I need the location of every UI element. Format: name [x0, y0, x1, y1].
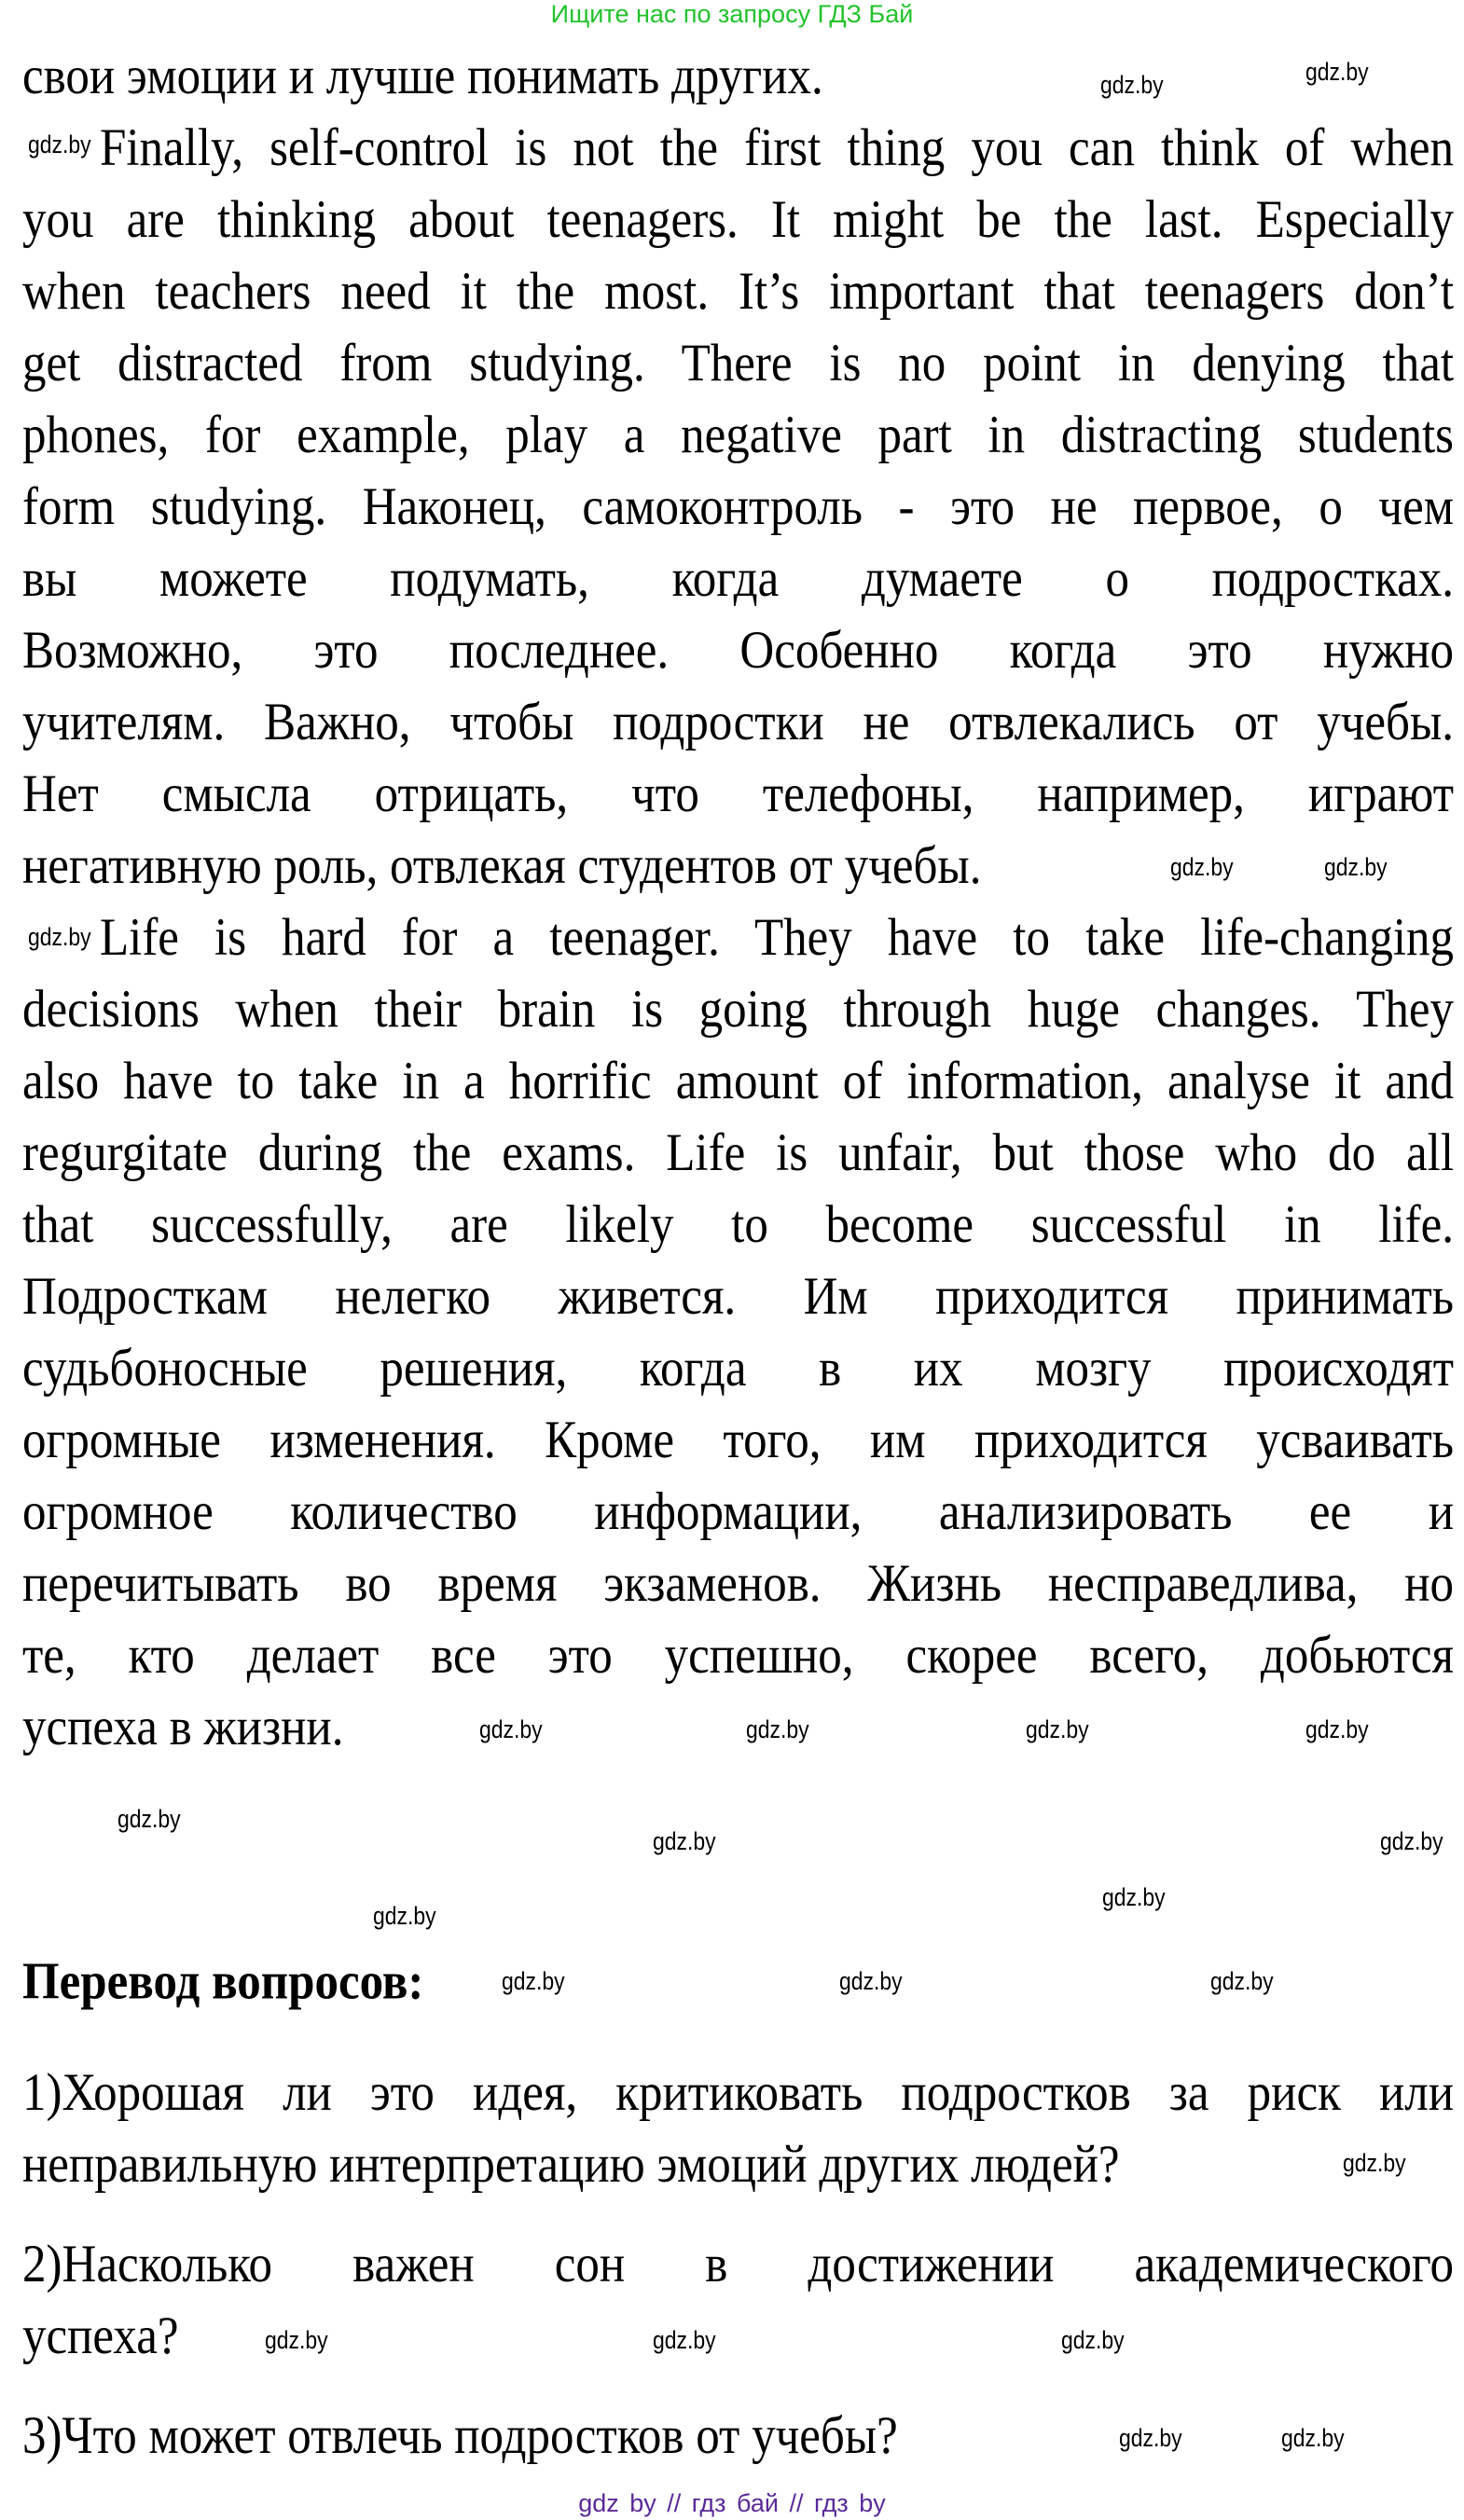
watermark: gdz.by [1061, 2326, 1125, 2354]
text-line: огромное количество информации, анализировать ее и [22, 1482, 1454, 1542]
watermark: gdz.by [1281, 2424, 1345, 2452]
watermark: gdz.by [1102, 1883, 1166, 1911]
text-line: also have to take in a horrific amount of information, analyse it and [22, 1052, 1454, 1111]
text-line: get distracted from studying. There is no point in denying that [22, 334, 1454, 393]
text-line: when teachers need it the most. It’s important that teenagers don’t [22, 262, 1454, 322]
watermark: gdz.by [1343, 2149, 1406, 2177]
text-line: you are thinking about teenagers. It might be the last. Especially [22, 190, 1454, 250]
text-line: свои эмоции и лучше понимать других. [22, 47, 823, 106]
watermark: gdz.by [28, 923, 91, 951]
watermark: gdz.by [1100, 71, 1164, 99]
text-line: 1)Хорошая ли это идея, критиковать подростков за риск или [22, 2063, 1454, 2123]
watermark: gdz.by [653, 1827, 716, 1855]
watermark: gdz.by [28, 131, 91, 158]
watermark: gdz.by [502, 1967, 565, 1995]
watermark: gdz.by [1119, 2424, 1182, 2452]
watermark: gdz.by [1170, 853, 1234, 881]
watermark: gdz.by [117, 1805, 181, 1833]
watermark: gdz.by [479, 1715, 543, 1743]
text-line: 3)Что может отвлечь подростков от учебы? [22, 2406, 898, 2466]
text-line: неправильную интерпретацию эмоций других людей? [22, 2135, 1120, 2195]
watermark: gdz.by [265, 2326, 328, 2354]
text-line: вы можете подумать, когда думаете о подростках. [22, 549, 1454, 609]
text-line: негативную роль, отвлекая студентов от учебы. [22, 836, 982, 896]
answer-text [22, 41, 1454, 1764]
questions-list [22, 2058, 1454, 2500]
question-item [22, 2058, 1454, 2201]
watermark: gdz.by [1305, 58, 1369, 86]
watermark: gdz.by [653, 2326, 716, 2354]
text-line: успеха в жизни. [22, 1698, 344, 1757]
watermark: gdz.by [373, 1902, 436, 1930]
question-item [22, 2401, 1454, 2472]
watermark: gdz.by [746, 1715, 809, 1743]
text-line: regurgitate during the exams. Life is unfair, but those who do all [22, 1123, 1454, 1183]
text-line: Finally, self-control is not the first thing you can think of when [100, 118, 1454, 178]
text-line: перечитывать во время экзаменов. Жизнь несправедлива, но [22, 1554, 1454, 1614]
text-line: успеха? [22, 2307, 179, 2366]
text-line: decisions when their brain is going through huge changes. They [22, 980, 1454, 1040]
text-line: that successfully, are likely to become successful in life. [22, 1195, 1454, 1255]
text-line: 2)Насколько важен сон в достижении академического [22, 2235, 1454, 2294]
question-item [22, 2229, 1454, 2373]
text-line: form studying. Наконец, самоконтроль - это не первое, о чем [22, 477, 1454, 537]
text-line: учителям. Важно, чтобы подростки не отвлекались от учебы. [22, 693, 1454, 752]
watermark: gdz.by [1324, 853, 1388, 881]
footer-link[interactable]: gdz by // гдз бай // гдз by [578, 2489, 886, 2517]
text-line: Life is hard for a teenager. They have to take life-changing [100, 908, 1454, 968]
text-line: phones, for example, play a negative part in distracting students [22, 406, 1454, 465]
watermark: gdz.by [1210, 1967, 1274, 1995]
watermark: gdz.by [839, 1967, 903, 1995]
text-line: огромные изменения. Кроме того, им приходится усваивать [22, 1411, 1454, 1470]
search-banner: Ищите нас по запросу ГДЗ Бай [550, 0, 914, 28]
text-line: Возможно, это последнее. Особенно когда это нужно [22, 621, 1454, 681]
watermark: gdz.by [1380, 1827, 1443, 1855]
watermark: gdz.by [1305, 1715, 1369, 1743]
text-line: те, кто делает все это успешно, скорее всего, добьются [22, 1626, 1454, 1686]
watermark: gdz.by [1026, 1715, 1089, 1743]
text-line: Подросткам нелегко живется. Им приходится принимать [22, 1267, 1454, 1327]
text-line: Нет смысла отрицать, что телефоны, например, играют [22, 764, 1454, 824]
text-line: судьбоносные решения, когда в их мозгу происходят [22, 1339, 1454, 1398]
questions-heading: Перевод вопросов: [22, 1953, 424, 2011]
